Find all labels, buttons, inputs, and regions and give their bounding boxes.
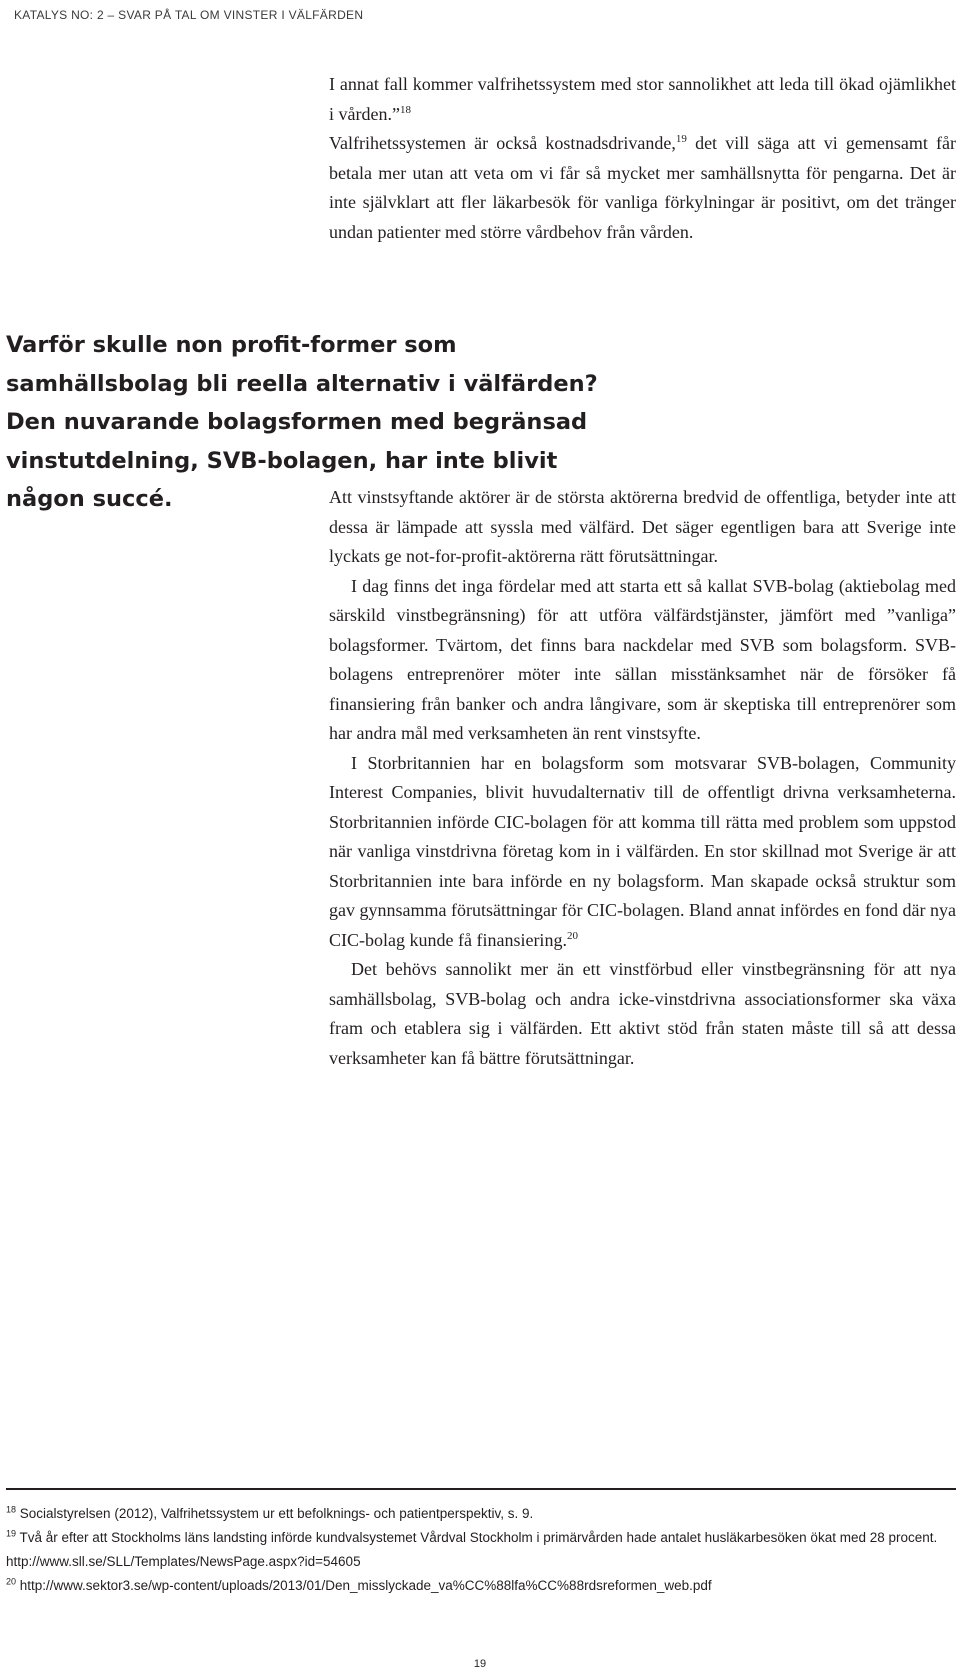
footnote-number: 18 bbox=[6, 1504, 17, 1515]
footnote-ref[interactable]: 19 bbox=[675, 133, 687, 145]
footnote-ref[interactable]: 18 bbox=[399, 103, 411, 116]
footnote-text: Socialstyrelsen (2012), Valfrihetssystem ur ett befolknings- och patientperspektiv, s. 9. bbox=[19, 1506, 534, 1521]
paragraph: I dag finns det inga fördelar med att starta ett så kallat SVB-bolag (aktiebolag med särskild vinstbegränsning) för att utföra välfärdstjänster, jämfört med ”vanliga” bolagsformer. Tvärtom, det finns bara nackdelar med SVB som bolagsform. SVB-bolagens entreprenörer möter inte sällan misstänksamhet när de försöker få finansiering från banker och andra långivare, som är skeptiska till entreprenörer som har andra mål med verksamheten än rent vinstsyfte. bbox=[329, 575, 956, 743]
paragraph-text: I annat fall kommer valfrihetssystem med stor sannolikhet att leda till ökad ojämlikhet i vården.” bbox=[329, 74, 956, 124]
footnote-number: 20 bbox=[6, 1576, 17, 1587]
paragraph bbox=[329, 129, 956, 247]
footnote bbox=[6, 1574, 956, 1598]
paragraph bbox=[329, 70, 956, 129]
footnote-text[interactable]: Två år efter att Stockholms läns landsting införde kundvalsystemet Vårdval Stockholm i primärvården hade antalet husläkarbesöken ökat med 28 procent. http://www.sll.se/SLL/Templates/NewsPage.aspx?id=54605 bbox=[6, 1530, 938, 1569]
page-number: 19 bbox=[473, 1658, 487, 1670]
paragraph: Det behövs sannolikt mer än ett vinstförbud eller vinstbegränsning för att nya samhällsbolag, SVB-bolag och andra icke-vinstdrivna associationsformer ska växa fram och etablera sig i välfärden. Ett aktivt stöd från staten måste till så att dessa verksamheter kan få bättre förutsättningar. bbox=[329, 959, 956, 1068]
paragraph bbox=[329, 749, 956, 956]
paragraph-text: Valfrihetssystemen är också kostnadsdrivande, bbox=[329, 133, 676, 153]
footnote bbox=[6, 1502, 956, 1526]
footnote-divider bbox=[6, 1488, 956, 1490]
footnote-ref[interactable]: 20 bbox=[566, 929, 578, 942]
paragraph-text: I Storbritannien har en bolagsform som motsvarar SVB-bolagen, Community Interest Companies, blivit huvudalternativ till de offentligt drivna verksamheterna. Storbritannien införde CIC-bolagen för att komma till rätta med problem som uppstod när vanliga vinstdrivna företag kom in i välfärden. En stor skillnad mot Sverige är att Storbritannien inte bara införde en ny bolagsform. Man skapade också struktur som gav gynnsamma förutsättningar för CIC-bolagen. Bland annat infördes en fond där nya CIC-bolag kunde få finansiering. bbox=[329, 752, 956, 950]
paragraph: Att vinstsyftande aktörer är de största aktörerna bredvid de offentliga, betyder inte att dessa är lämpade att syssla med välfärd. Det säger egentligen bara att Sverige inte lyckats ge not-for-profit-aktörerna rätt förutsättningar. bbox=[329, 487, 956, 566]
body-text-block bbox=[329, 483, 956, 1073]
footnote bbox=[6, 1526, 956, 1574]
footnotes bbox=[6, 1502, 956, 1598]
paragraph-text: det vill säga att vi gemensamt får betala mer utan att veta om vi får så mycket mer samhällsnytta för pengarna. Det är inte självklart att fler läkarbesök för vanliga förkylningar är positivt, om det tränger undan patienter med större vårdbehov från vården. bbox=[329, 133, 956, 242]
pull-quote: Varför skulle non profit-former som samhällsbolag bli reella alternativ i välfärden? Den nuvarande bolagsformen med begränsad vinstutdelning, SVB-bolagen, har inte blivit någon succé. bbox=[6, 332, 598, 512]
footnote-number: 19 bbox=[6, 1528, 17, 1539]
footnote-link[interactable]: http://www.sektor3.se/wp-content/uploads/2013/01/Den_misslyckade_va%CC%88lfa%CC%88rdsreformen_web.pdf bbox=[19, 1578, 712, 1593]
top-text-block bbox=[329, 70, 956, 247]
running-head: KATALYS NO: 2 – SVAR PÅ TAL OM VINSTER I VÄLFÄRDEN bbox=[14, 8, 364, 22]
